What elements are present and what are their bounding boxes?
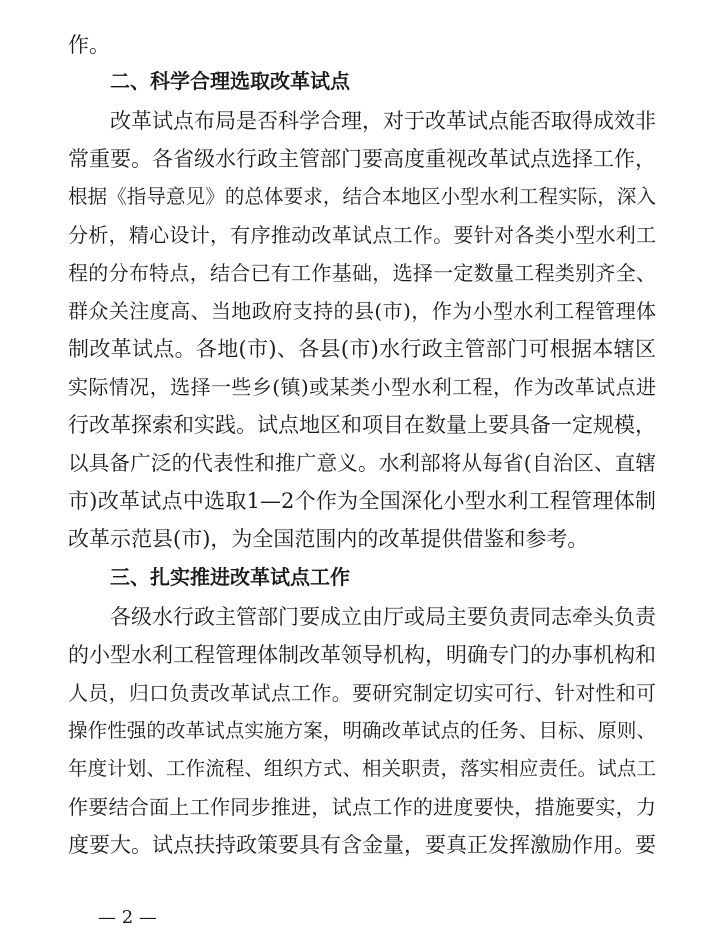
page-number: — 2 —	[98, 907, 157, 928]
paragraph-line: 常重要。各省级水行政主管部门要高度重视改革试点选择工作，	[68, 147, 656, 171]
paragraph-line: 各级水行政主管部门要成立由厅或局主要负责同志牵头负责	[110, 605, 656, 629]
paragraph-line: 实际情况，选择一些乡(镇)或某类小型水利工程，作为改革试点进	[68, 375, 656, 399]
paragraph-line: 人员，归口负责改革试点工作。要研究制定切实可行、针对性和可	[68, 681, 656, 705]
text-line-continuation: 作。	[68, 33, 110, 57]
paragraph-line: 行改革探索和实践。试点地区和项目在数量上要具备一定规模，	[68, 413, 656, 437]
paragraph-line: 的小型水利工程管理体制改革领导机构，明确专门的办事机构和	[68, 643, 656, 667]
paragraph-line: 根据《指导意见》的总体要求，结合本地区小型水利工程实际，深入	[68, 185, 656, 208]
paragraph-line-last: 改革示范县(市)，为全国范围内的改革提供借鉴和参考。	[68, 527, 589, 551]
section-heading-3: 三、扎实推进改革试点工作	[110, 565, 350, 589]
paragraph-line: 分析，精心设计，有序推动改革试点工作。要针对各类小型水利工	[68, 223, 656, 247]
paragraph-line: 市)改革试点中选取1—2个作为全国深化小型水利工程管理体制	[68, 489, 656, 513]
paragraph-line: 改革试点布局是否科学合理，对于改革试点能否取得成效非	[110, 109, 656, 133]
paragraph-line: 程的分布特点，结合已有工作基础，选择一定数量工程类别齐全、	[68, 261, 656, 285]
paragraph-line: 以具备广泛的代表性和推广意义。水利部将从每省(自治区、直辖	[68, 451, 656, 475]
paragraph-line: 年度计划、工作流程、组织方式、相关职责，落实相应责任。试点工	[68, 757, 656, 780]
paragraph-line: 群众关注度高、当地政府支持的县(市)，作为小型水利工程管理体	[68, 299, 656, 323]
paragraph-line: 度要大。试点扶持政策要具有含金量，要真正发挥激励作用。要	[68, 833, 656, 857]
paragraph-line: 操作性强的改革试点实施方案，明确改革试点的任务、目标、原则、	[68, 719, 656, 742]
paragraph-line: 制改革试点。各地(市)、各县(市)水行政主管部门可根据本辖区	[68, 337, 656, 361]
section-heading-2: 二、科学合理选取改革试点	[110, 69, 350, 93]
paragraph-line: 作要结合面上工作同步推进，试点工作的进度要快，措施要实，力	[68, 795, 656, 819]
